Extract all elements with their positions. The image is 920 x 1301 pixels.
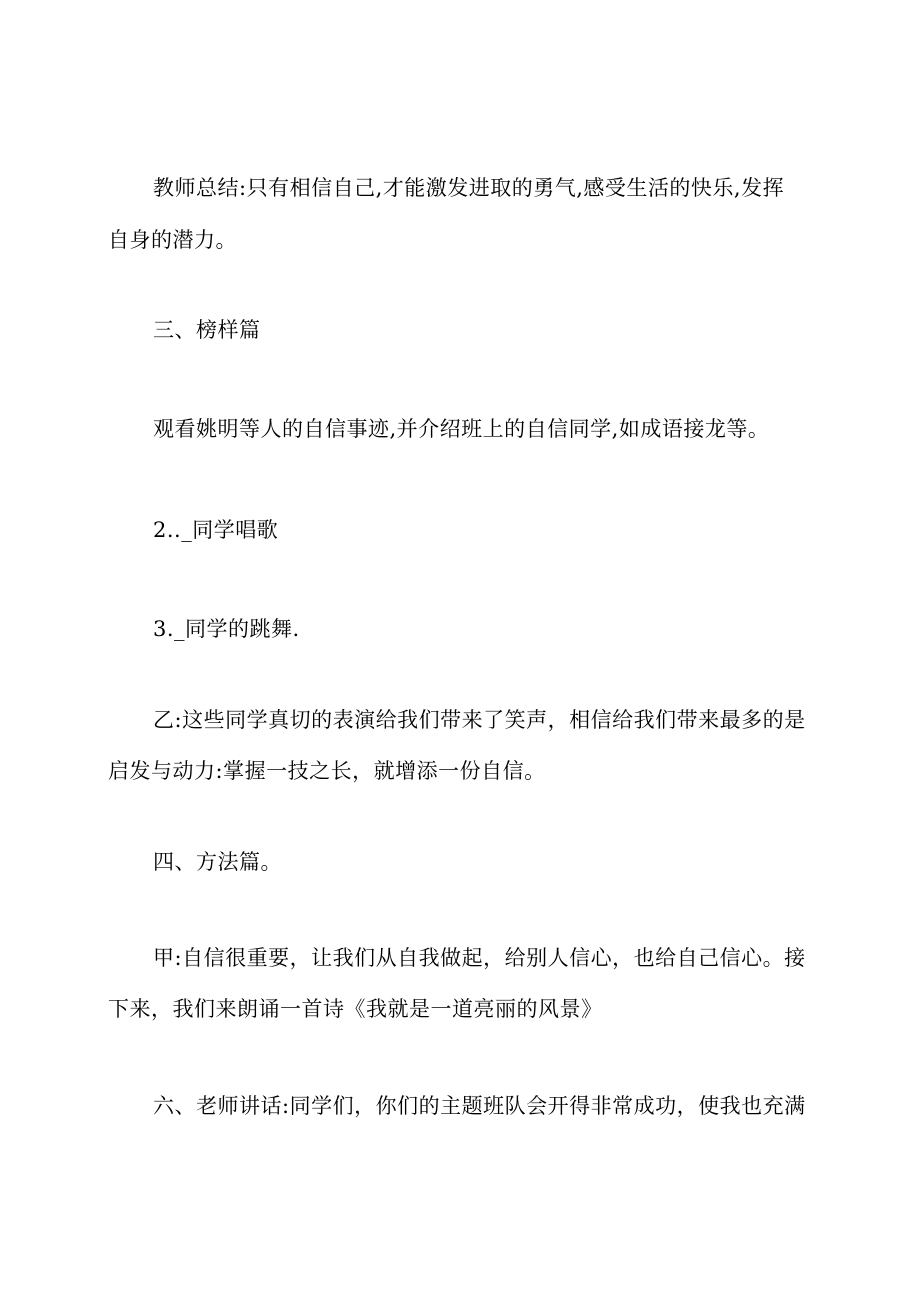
paragraph-watch-stories: 观看姚明等人的自信事迹,并介绍班上的自信同学,如成语接龙等。 <box>153 417 770 441</box>
paragraph-teacher-summary-line-1: 教师总结:只有相信自己,才能激发进取的勇气,感受生活的快乐,发挥 <box>153 176 785 200</box>
paragraph-yi-line-2: 启发与动力:掌握一技之长，就增添一份自信。 <box>108 759 546 783</box>
paragraph-jia-line-2: 下来，我们来朗诵一首诗《我就是一道亮丽的风景》 <box>108 997 603 1021</box>
list-item-singing: 2.._同学唱歌 <box>153 518 279 542</box>
paragraph-teacher-summary-line-2: 自身的潜力。 <box>108 228 237 252</box>
list-item-dancing: 3._同学的跳舞. <box>153 617 300 641</box>
section-heading-role-models: 三、榜样篇 <box>153 318 261 342</box>
paragraph-teacher-speech-line-1: 六、老师讲话:同学们，你们的主题班队会开得非常成功，使我也充满 <box>153 1094 806 1118</box>
paragraph-jia-line-1: 甲:自信很重要，让我们从自我做起，给别人信心，也给自己信心。接 <box>153 946 806 970</box>
section-heading-methods: 四、方法篇。 <box>153 850 282 874</box>
paragraph-yi-line-1: 乙:这些同学真切的表演给我们带来了笑声，相信给我们带来最多的是 <box>153 708 806 732</box>
